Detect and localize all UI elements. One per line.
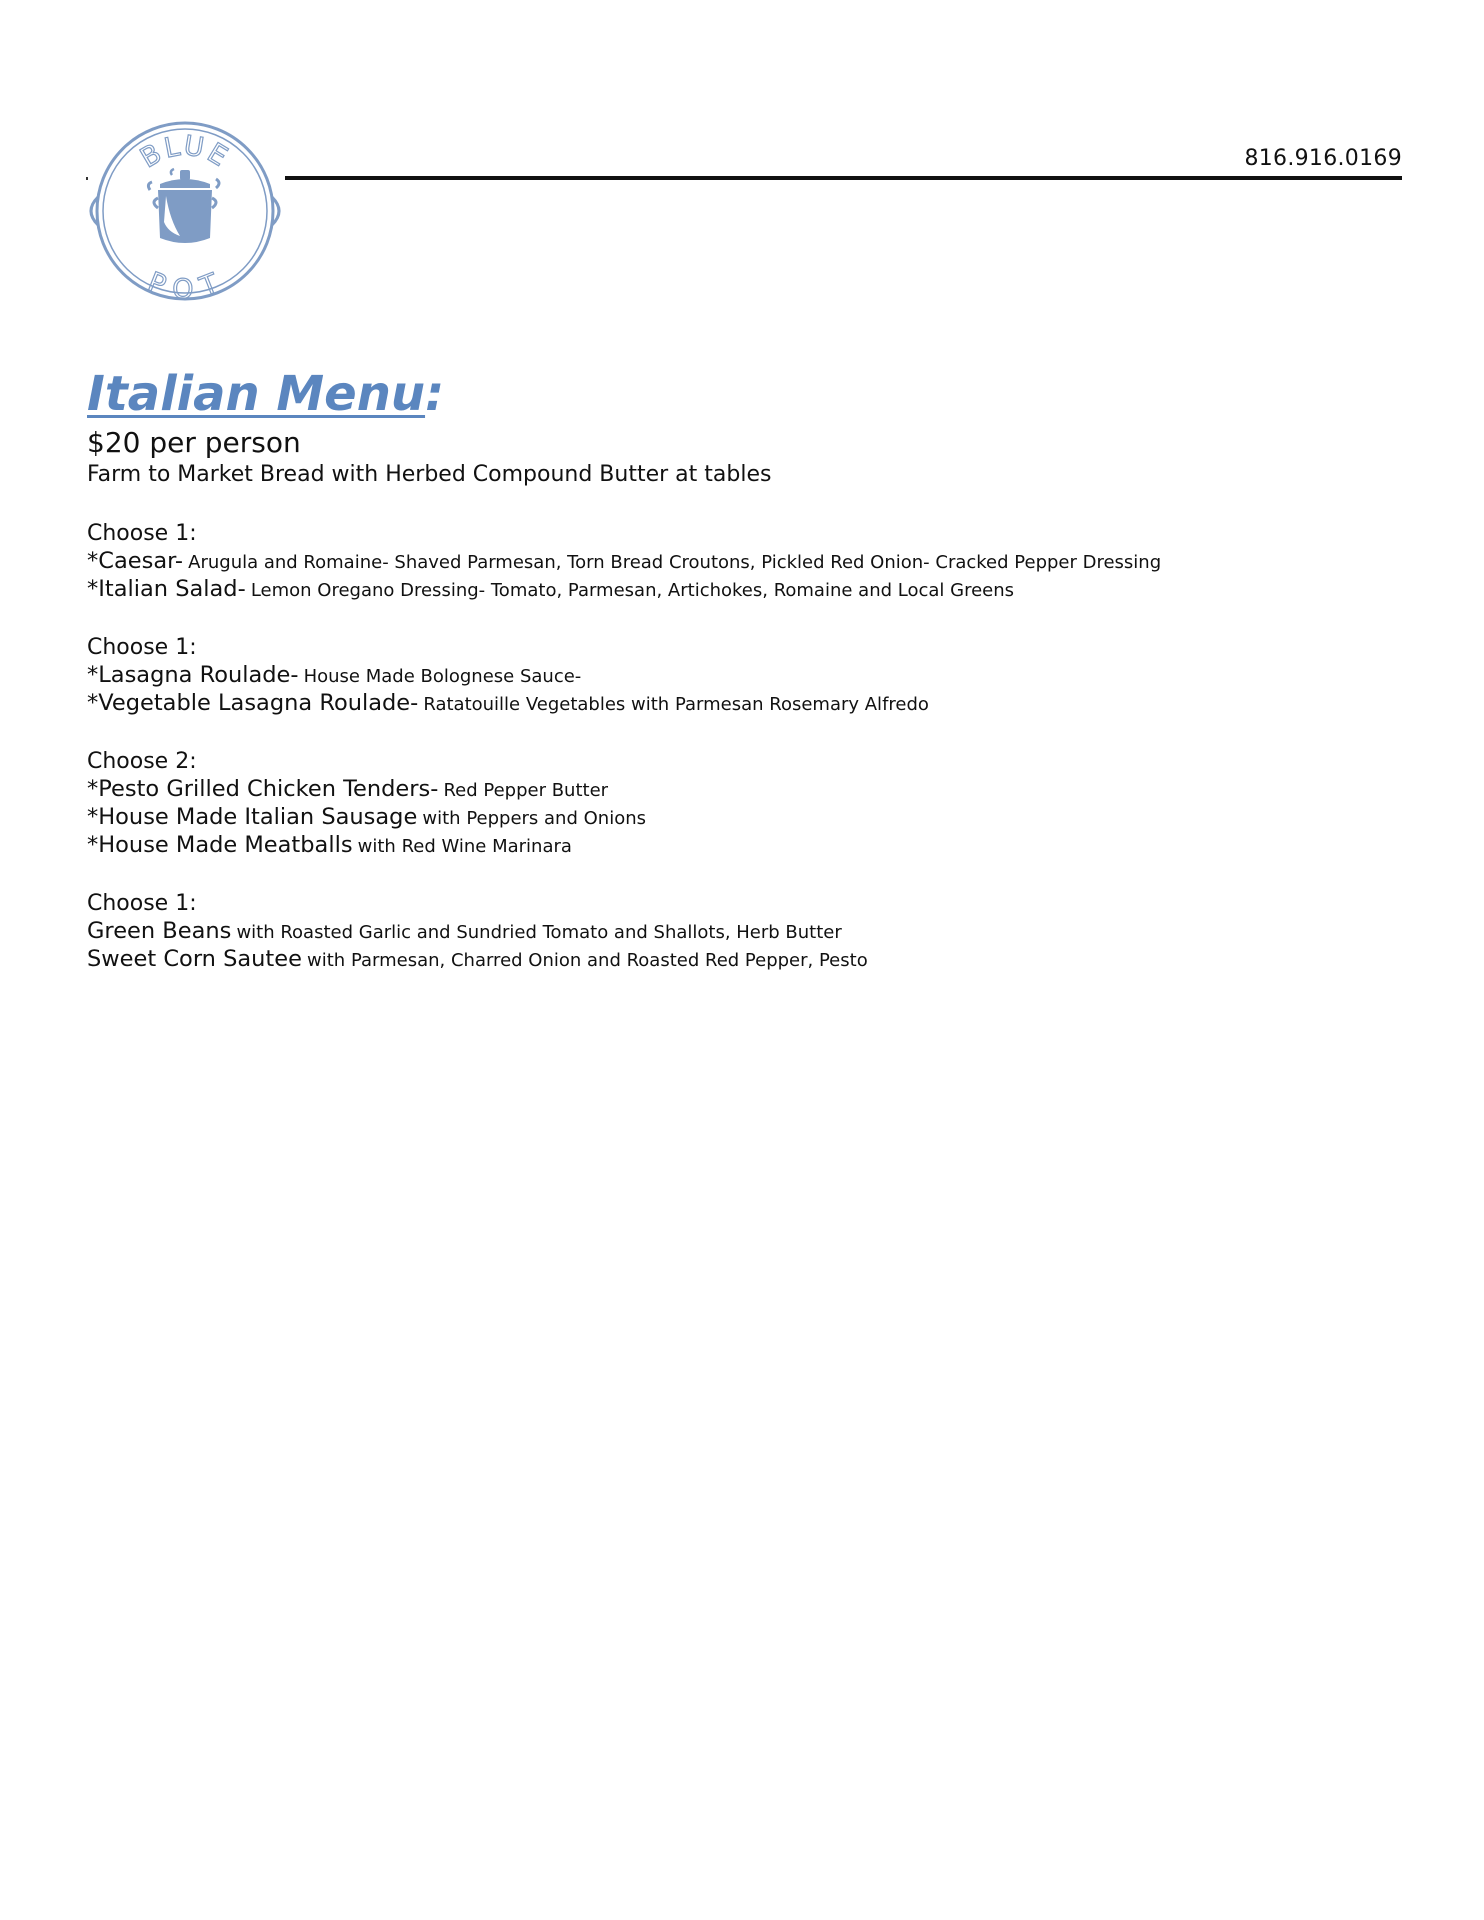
menu-item (87, 576, 1407, 604)
menu-title-text: Italian Menu (87, 366, 426, 422)
price-per-person: $20 per person (87, 426, 301, 459)
section-heading: Choose 1: (87, 521, 197, 546)
item-name: *House Made Meatballs (87, 832, 353, 858)
menu-item (87, 832, 1407, 860)
item-name: Sweet Corn Sautee (87, 946, 302, 972)
menu-content (87, 362, 1407, 974)
menu-section-proteins (87, 748, 1407, 860)
item-name: *Caesar- (87, 548, 184, 574)
section-heading: Choose 1: (87, 891, 197, 916)
menu-section-lasagna (87, 634, 1407, 718)
menu-item (87, 662, 1407, 690)
item-name: *Pesto Grilled Chicken Tenders- (87, 776, 439, 802)
item-name: *Vegetable Lasagna Roulade- (87, 690, 419, 716)
corner-mark (86, 177, 88, 180)
svg-text:POT: POT (143, 266, 227, 304)
item-name: *Italian Salad- (87, 576, 246, 602)
item-description: with Parmesan, Charred Onion and Roasted Red Pepper, Pesto (307, 950, 868, 971)
item-description: Ratatouille Vegetables with Parmesan Rosemary Alfredo (423, 694, 929, 715)
section-heading: Choose 2: (87, 749, 197, 774)
section-heading: Choose 1: (87, 635, 197, 660)
menu-title (87, 362, 1407, 426)
item-name: *House Made Italian Sausage (87, 804, 418, 830)
item-description: Lemon Oregano Dressing- Tomato, Parmesan, Artichokes, Romaine and Local Greens (250, 580, 1015, 601)
item-description: with Peppers and Onions (422, 808, 646, 829)
blue-pot-logo (84, 118, 286, 304)
menu-title-colon: : (425, 366, 445, 422)
item-description: Red Pepper Butter (443, 780, 609, 801)
menu-item (87, 690, 1407, 718)
phone-number: 816.916.0169 (1244, 146, 1402, 171)
menu-item (87, 804, 1407, 832)
bread-note: Farm to Market Bread with Herbed Compound Butter at tables (87, 462, 772, 487)
menu-item (87, 918, 1407, 946)
menu-item (87, 946, 1407, 974)
menu-section-sides (87, 890, 1407, 974)
item-description: with Roasted Garlic and Sundried Tomato and Shallots, Herb Butter (236, 922, 842, 943)
item-description: House Made Bolognese Sauce- (303, 666, 582, 687)
item-name: Green Beans (87, 918, 232, 944)
menu-item (87, 548, 1407, 576)
menu-item (87, 776, 1407, 804)
item-description: with Red Wine Marinara (357, 836, 572, 857)
svg-text:BLUE: BLUE (135, 130, 236, 175)
item-description: Arugula and Romaine- Shaved Parmesan, Torn Bread Croutons, Pickled Red Onion- Cracked Pepper Dressing (188, 552, 1162, 573)
pot-icon (84, 118, 286, 304)
header-divider (285, 176, 1402, 180)
item-name: *Lasagna Roulade- (87, 662, 299, 688)
menu-section-salad (87, 520, 1407, 604)
